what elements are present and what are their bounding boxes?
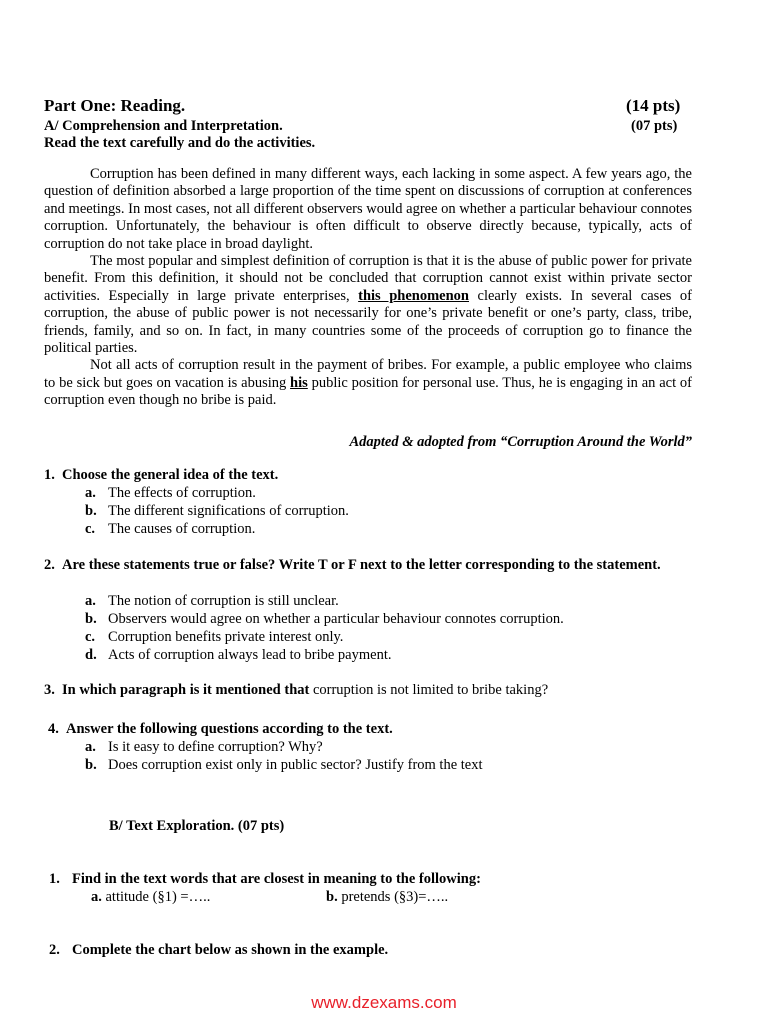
q4-option-a: a. Is it easy to define corruption? Why? <box>85 739 323 755</box>
reading-text <box>44 166 692 410</box>
b1-item-b: b. pretends (§3)=….. <box>326 889 449 905</box>
q2-option-b: b. Observers would agree on whether a particular behaviour connotes corruption. <box>85 611 564 627</box>
q1-option-c: c. The causes of corruption. <box>85 521 256 537</box>
instruction: Read the text carefully and do the activities. <box>44 135 316 151</box>
q4-option-b: b. Does corruption exist only in public sector? Justify from the text <box>85 757 483 773</box>
question-3-number: 3. <box>44 682 55 698</box>
q1-option-a: a. The effects of corruption. <box>85 485 256 501</box>
q1-option-b: b. The different significations of corruption. <box>85 503 349 519</box>
paragraph-2 <box>44 253 692 357</box>
question-4-number: 4. <box>48 721 59 737</box>
section-a-title: A/ Comprehension and Interpretation. <box>44 118 283 134</box>
q2-option-d: d. Acts of corruption always lead to bribe payment. <box>85 647 392 663</box>
b1-item-a: a. attitude (§1) =….. <box>91 889 211 905</box>
b-question-1-number: 1. <box>49 871 60 887</box>
paragraph-2-part2: clearly exists. In several cases of corruption, the abuse of public power is not necessarily for one’s private benefit or one’s party, class, tribe, friends, family, and so on. In fact, in many countries some of the proceeds of corruption go to finance the political parties. <box>44 287 692 357</box>
q2-option-a: a. The notion of corruption is still unclear. <box>85 593 339 609</box>
question-4-text: Answer the following questions according to the text. <box>66 721 393 737</box>
question-2-text: Are these statements true or false? Write T or F next to the letter corresponding to the statement. <box>62 557 661 573</box>
paragraph-3-part2: public position for personal use. Thus, he is engaging in an act of corruption even though no bribe is paid. <box>44 374 692 409</box>
part-points: (14 pts) <box>626 96 681 115</box>
source-citation: Adapted & adopted from “Corruption Around the World” <box>349 434 692 450</box>
emphasized-phrase: this phenomenon <box>358 287 469 304</box>
paragraph-1: Corruption has been defined in many different ways, each lacking in some aspect. A few years ago, the question of definition absorbed a large proportion of the time spent on discussions of corruption at conferences and meetings. In most cases, not all different observers would agree on whether a particular behaviour connotes corruption. Unfortunately, the behaviour is often difficult to observe directly because, typically, acts of corruption do not take place in broad daylight. <box>44 166 692 252</box>
question-1-text: Choose the general idea of the text. <box>62 467 279 483</box>
emphasized-word: his <box>290 374 308 391</box>
footer-website: www.dzexams.com <box>311 993 457 1012</box>
paragraph-2-part1: The most popular and simplest definition of corruption is that it is the abuse of public power for private benefit. From this definition, it should not be concluded that corruption cannot exist within private sector activities. Especially in large private enterprises, <box>44 253 692 304</box>
q2-option-c: c. Corruption benefits private interest only. <box>85 629 344 645</box>
question-1-number: 1. <box>44 467 55 483</box>
b-question-2-number: 2. <box>49 942 60 958</box>
paragraph-3 <box>44 357 692 409</box>
question-3-text: In which paragraph is it mentioned that corruption is not limited to bribe taking? <box>62 682 549 698</box>
section-b-title: B/ Text Exploration. (07 pts) <box>109 818 285 834</box>
b-question-1-text: Find in the text words that are closest in meaning to the following: <box>72 871 481 887</box>
question-2-number: 2. <box>44 557 55 573</box>
section-a-points: (07 pts) <box>631 118 678 134</box>
part-title: Part One: Reading. <box>44 96 186 115</box>
b-question-2-text: Complete the chart below as shown in the example. <box>72 942 389 958</box>
paragraph-3-part1: Not all acts of corruption result in the payment of bribes. For example, a public employee who claims to be sick but goes on vacation is abusing <box>44 357 692 391</box>
